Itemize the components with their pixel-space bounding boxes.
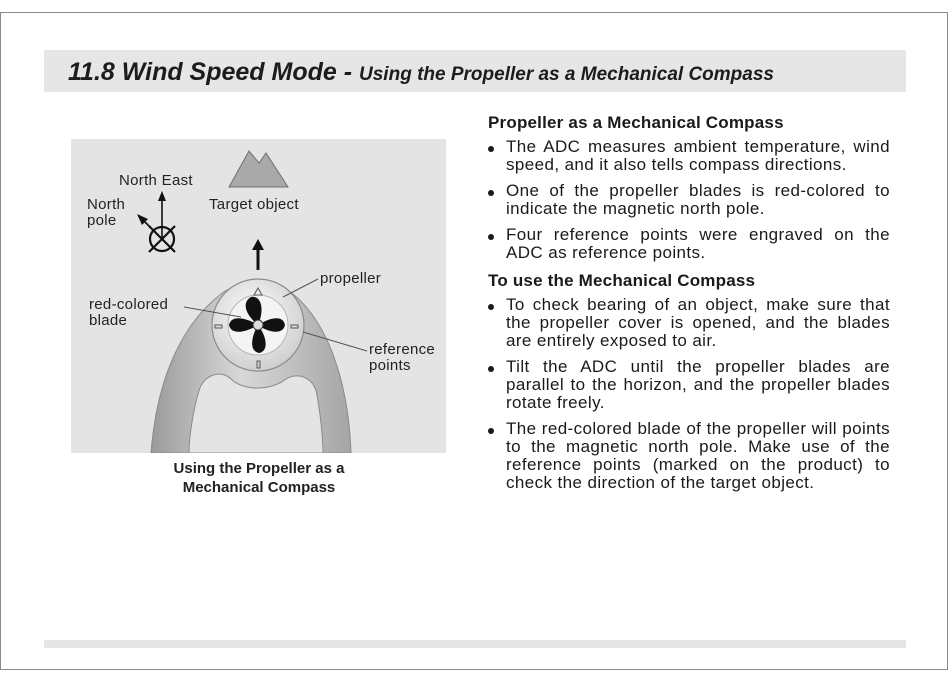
target-object-mountain [229,151,288,187]
list-item [488,182,890,218]
label-north-pole: North pole [87,196,126,229]
compass-figure [71,139,446,453]
section2-list [488,296,890,492]
list-item [488,358,890,412]
label-red-colored-blade: red-colored blade [89,296,169,329]
title-sub: Using the Propeller as a Mechanical Compass [359,64,774,85]
direction-arrow [252,239,264,250]
figure-caption: Using the Propeller as a Mechanical Compass [173,460,345,496]
page-title [68,58,774,87]
label-reference-points: reference points [369,341,436,374]
instructions-column [488,112,890,500]
bullet-icon [488,190,494,196]
title-main: 11.8 Wind Speed Mode - [68,58,360,86]
list-item-text: To check bearing of an object, make sure that the propeller cover is opened, and the blades are entirely exposed to air. [506,295,890,350]
section-heading-propeller-compass: Propeller as a Mechanical Compass [488,113,784,132]
footer-bar [44,640,906,648]
bullet-icon [488,146,494,152]
list-item [488,296,890,350]
list-item-text: Tilt the ADC until the propeller blades are parallel to the horizon, and the propeller blades rotate freely. [506,357,890,412]
bullet-icon [488,304,494,310]
list-item-text: The red-colored blade of the propeller will points to the magnetic north pole. Make use of the reference points (marked on the product) to check the direction of the target object. [506,419,890,492]
bullet-icon [488,234,494,240]
list-item [488,226,890,262]
north-east-arrow [158,191,166,201]
label-north-east: North East [119,172,193,189]
list-item-text: One of the propeller blades is red-colored to indicate the magnetic north pole. [506,181,890,218]
section-heading-use-compass: To use the Mechanical Compass [488,271,756,290]
list-item-text: Four reference points were engraved on the ADC as reference points. [506,225,890,262]
list-item [488,138,890,174]
section1-list [488,138,890,262]
list-item [488,420,890,492]
bullet-icon [488,366,494,372]
list-item-text: The ADC measures ambient temperature, wind speed, and it also tells compass directions. [506,137,890,174]
label-target-object: Target object [209,196,299,213]
leader-propeller [283,279,318,297]
label-propeller: propeller [320,270,382,287]
bullet-icon [488,428,494,434]
